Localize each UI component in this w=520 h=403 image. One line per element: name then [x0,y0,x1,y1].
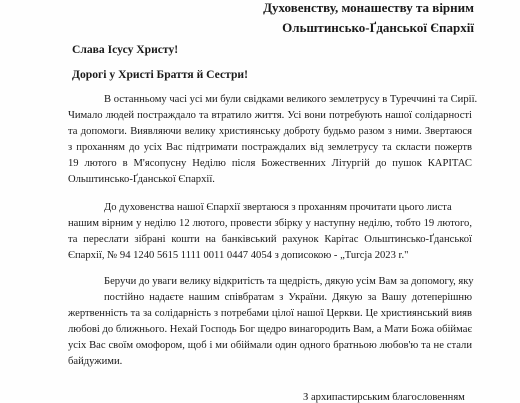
paragraph-line: До духовенства нашої Єпархії звертаюся з проханням прочитати цього листа [104,202,452,213]
paragraph-line: усіх Вас своїм омофором, щоб і ми обіймали один одного братньою любов'ю та не стали [68,340,472,351]
paragraph-line: байдужими. [68,356,123,367]
paragraph-line: В останньому часі усі ми були свідками великого землетрусу в Туреччині та Сирії. [104,94,478,105]
paragraph-line: та переслати зібрані кошти на банківський рахунок Карітас Ольштинсько-Ґданської [68,234,472,245]
paragraph-line: постійно надаєте нашим співбратам з України. Дякую за Вашу дотеперішню [104,292,472,303]
paragraph-line: з проханням до усіх Вас підтримати постраждалих від землетрусу та скласти пожертв [68,142,472,153]
paragraph-line: 19 лютого в М'ясопусну Неділю після Божественних Літургій до пушок КАРІТАС [68,158,472,169]
paragraph-line: жертвенність та за солідарність з потребами цілої нашої Церкви. Це християнський вияв [68,308,472,319]
recipient-line-2: Ольштинсько-Ґданської Єпархії [282,20,474,35]
salutation: Слава Ісусу Христу! [72,43,179,56]
paragraph-clergy-instructions [68,200,472,264]
paragraph-earthquake-appeal [68,92,478,188]
paragraph-line: нашим вірним у неділю 12 лютого, провести збірку у наступну неділю, тобто 19 лютого, [68,218,472,229]
paragraph-line: Ольштинсько-Ґданської Єпархії. [68,174,215,185]
address-line: Дорогі у Христі Браття й Сестри! [72,68,248,81]
paragraph-line: Єпархії, № 94 1240 5615 1111 0011 0447 4054 з дописокою - „Turcja 2023 r." [68,250,409,261]
paragraph-gratitude [68,274,472,370]
closing-blessing: З архипастирським благословенням [303,392,465,403]
recipient-line-1: Духовенству, монашеству та вірним [263,0,474,15]
paragraph-line: та допомоги. Виявляючи велику християнську доброту будьмо разом з ними. Звертаюся [68,126,472,137]
paragraph-line: Беручи до уваги велику відкритість та щедрість, дякую усім Вам за допомогу, яку [104,276,474,287]
paragraph-line: Чимало людей постраждало та втратило життя. Усі вони потребують нашої солідарності [68,110,472,121]
paragraph-line: любові до ближнього. Нехай Господь Бог щедро винагородить Вам, а Мати Божа обіймає [68,324,472,335]
